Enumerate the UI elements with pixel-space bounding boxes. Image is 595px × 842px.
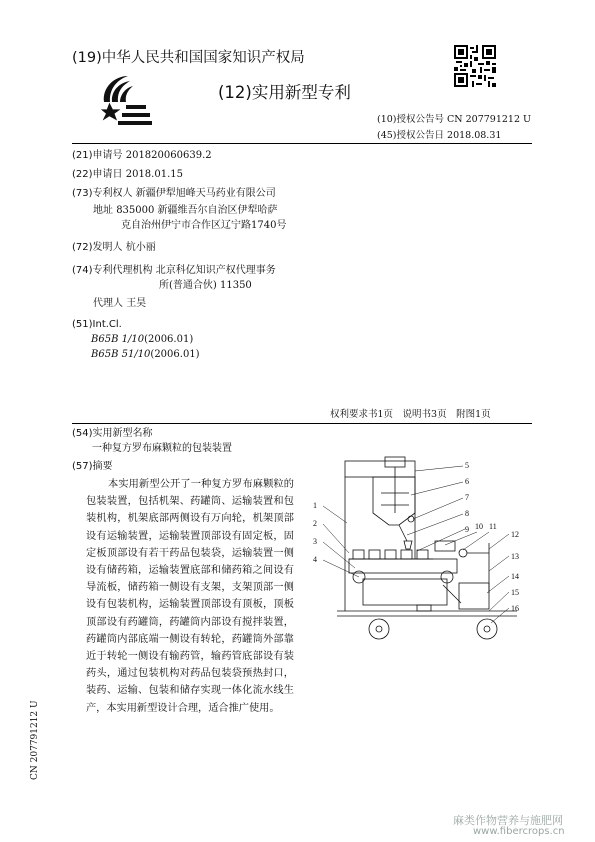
int-cl-code: B65B 1/10 bbox=[91, 334, 145, 345]
leader-line bbox=[415, 466, 463, 471]
watermark-url: www.fibercrops.cn bbox=[473, 826, 565, 837]
figure-label-2: 2 bbox=[313, 519, 317, 528]
page-counts: 权利要求书1页 说明书3页 附图1页 bbox=[330, 409, 491, 420]
leader-line bbox=[323, 542, 355, 568]
leader-line bbox=[491, 608, 509, 623]
figure-label-7: 7 bbox=[465, 493, 469, 502]
figure-label-6: 6 bbox=[465, 477, 469, 486]
packaging-bag bbox=[401, 550, 412, 559]
inventor-row bbox=[72, 241, 156, 254]
publication-number: (10)授权公告号 CN 207791212 U bbox=[377, 114, 532, 125]
agency-line-2: 所(普通合伙) 11350 bbox=[159, 280, 252, 291]
universal-wheel bbox=[477, 619, 497, 639]
int-cl-version: (2006.01) bbox=[150, 349, 200, 360]
figure-label-3: 3 bbox=[313, 537, 317, 546]
utility-model-title: 一种复方罗布麻颗粒的包装装置 bbox=[92, 443, 232, 454]
packaging-bag bbox=[417, 550, 428, 559]
side-publication-number: CN 207791212 U bbox=[30, 700, 40, 780]
int-cl-label: (51)Int.Cl. bbox=[72, 319, 122, 330]
section-divider bbox=[72, 423, 532, 424]
figure-label-10: 10 bbox=[475, 522, 483, 531]
watermark-title: 麻类作物营养与施肥网 bbox=[453, 814, 563, 827]
figure-label-8: 8 bbox=[465, 509, 469, 518]
inventor-value: 杭小丽 bbox=[125, 242, 156, 253]
document-type: (12)实用新型专利 bbox=[218, 83, 351, 102]
delivery-pipe bbox=[399, 525, 407, 541]
packaging-bag bbox=[385, 550, 396, 559]
figure-label-16: 16 bbox=[511, 604, 519, 613]
figure-label-5: 5 bbox=[465, 461, 469, 470]
patentee-row bbox=[72, 187, 276, 200]
packaging-device-figure bbox=[303, 453, 531, 663]
agent-label: 代理人 bbox=[93, 298, 123, 309]
leader-line bbox=[413, 498, 463, 519]
leader-line bbox=[323, 560, 359, 577]
figure-label-13: 13 bbox=[511, 552, 519, 561]
filing-date-row bbox=[72, 168, 183, 181]
leader-line bbox=[463, 532, 489, 550]
figure-label-9: 9 bbox=[465, 525, 469, 534]
universal-wheel bbox=[376, 626, 382, 632]
abstract-text: 本实用新型公开了一种复方罗布麻颗粒的包装装置，包括机架、药罐筒、运输装置和包装机构，机架底部两侧设有万向轮，机架顶部设有运输装置，运输装置顶部设有固定板，固定板顶部设有若干药品包装袋，运输装置一侧设有储药箱，运输装置底部和储药箱之间设有导流板，储药箱一侧设有支架，支架顶部一侧设有包装机构，运输装置顶部设有顶板，顶板顶部设有药罐筒，药罐筒内部设有搅拌装置，药罐筒内部底端一侧设有转轮，药罐筒外部靠近于转轮一侧设有输药管，输药管底部设有装药头，通过包装机构对药品包装袋预热封口，装药、运输、包装和储存实现一体化流水线生产，本实用新型设计合理，适合推广使用。 bbox=[86, 479, 294, 714]
publication-date: (45)授权公告日 2018.08.31 bbox=[377, 130, 502, 141]
figure-label-11: 11 bbox=[489, 522, 497, 531]
abstract-label: (57)摘要 bbox=[72, 461, 113, 472]
agency-line-1: 北京科亿知识产权代理事务 bbox=[155, 265, 276, 276]
lower-cabinet bbox=[363, 579, 447, 605]
figure-label-4: 4 bbox=[313, 555, 317, 564]
int-cl-version: (2006.01) bbox=[144, 334, 194, 345]
address-line-1: 835000 新疆维吾尔自治区伊犁哈萨 bbox=[116, 205, 278, 216]
figure-label-1: 1 bbox=[313, 501, 317, 510]
control-panel bbox=[417, 605, 431, 611]
medicine-tank bbox=[373, 477, 415, 525]
application-number-label: (21)申请号 bbox=[72, 150, 123, 161]
conveyor bbox=[349, 559, 457, 573]
heater-wheel bbox=[459, 549, 467, 557]
agency-label: (74)专利代理机构 bbox=[72, 265, 153, 276]
packaging-bag bbox=[353, 550, 364, 559]
inventor-label: (72)发明人 bbox=[72, 242, 123, 253]
filling-head bbox=[404, 541, 412, 549]
address-row bbox=[93, 204, 278, 217]
filing-date-label: (22)申请日 bbox=[72, 169, 123, 180]
int-cl-row bbox=[91, 333, 193, 346]
patentee-value: 新疆伊犁旭峰天马药业有限公司 bbox=[135, 188, 276, 199]
leader-line bbox=[489, 556, 509, 571]
storage-box bbox=[459, 583, 489, 609]
office-name: (19)中华人民共和国国家知识产权局 bbox=[72, 50, 305, 66]
cnipa-emblem-icon bbox=[96, 72, 154, 132]
leader-line bbox=[489, 534, 509, 549]
figure-label-14: 14 bbox=[511, 572, 519, 581]
universal-wheel bbox=[484, 626, 490, 632]
utility-model-title-label: (54)实用新型名称 bbox=[72, 428, 153, 439]
packaging-bag bbox=[369, 550, 380, 559]
agency-row bbox=[72, 264, 276, 277]
leader-line bbox=[487, 576, 509, 593]
leader-line bbox=[411, 482, 463, 495]
agent-row bbox=[93, 297, 146, 310]
guide-plate bbox=[443, 585, 461, 603]
int-cl-row bbox=[91, 348, 200, 361]
int-cl-code: B65B 51/10 bbox=[91, 349, 151, 360]
header-divider bbox=[72, 143, 532, 144]
address-line-2: 克自治州伊宁市合作区辽宁路1740号 bbox=[121, 220, 287, 231]
agent-value: 王昊 bbox=[126, 298, 147, 309]
leader-line bbox=[489, 592, 509, 611]
application-number-value: 201820060639.2 bbox=[125, 150, 212, 161]
application-number-row bbox=[72, 149, 212, 162]
frame-top-beam bbox=[345, 461, 415, 477]
patentee-label: (73)专利权人 bbox=[72, 188, 133, 199]
figure-label-12: 12 bbox=[511, 530, 519, 539]
figure-label-15: 15 bbox=[511, 588, 519, 597]
filing-date-value: 2018.01.15 bbox=[125, 169, 183, 180]
address-label: 地址 bbox=[93, 205, 113, 216]
leader-line bbox=[445, 532, 477, 545]
leader-line bbox=[323, 506, 347, 523]
mixer-motor bbox=[385, 457, 405, 467]
universal-wheel bbox=[369, 619, 389, 639]
sealing-mechanism bbox=[435, 541, 455, 551]
qr-code-icon bbox=[454, 45, 496, 87]
